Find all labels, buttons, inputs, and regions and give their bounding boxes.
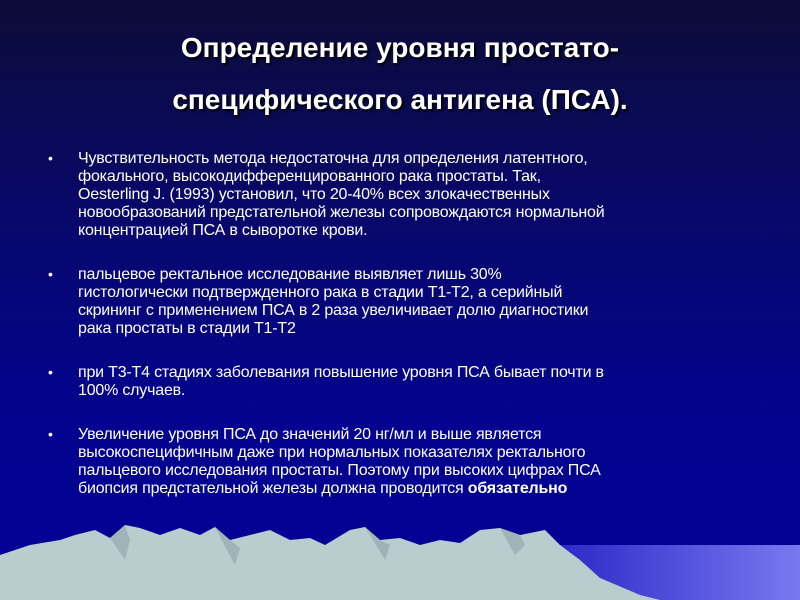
text-line: Увеличение уровня ПСА до значений 20 нг/мл и выше является bbox=[78, 426, 542, 443]
slide-title bbox=[0, 22, 800, 126]
text-span: биопсия предстательной железы должна проводится bbox=[78, 480, 468, 497]
mountains bbox=[0, 525, 660, 600]
text-line: скрининг с применением ПСА в 2 раза увеличивает долю диагностики bbox=[78, 302, 589, 319]
text-line: при Т3-Т4 стадиях заболевания повышение уровня ПСА бывает почти в bbox=[78, 364, 604, 381]
text-line: Oesterling J. (1993) установил, что 20-40% всех злокачественных bbox=[78, 186, 550, 203]
bullet-icon: • bbox=[48, 364, 53, 380]
bold-emphasis: обязательно bbox=[467, 480, 568, 497]
text-line: гистологически подтвержденного рака в стадии Т1-Т2, а серийный bbox=[78, 284, 563, 301]
bullet-item bbox=[48, 426, 768, 498]
bullet-list bbox=[48, 150, 768, 524]
text-line: пальцевое ректальное исследование выявляет лишь 30% bbox=[78, 266, 502, 283]
title-line-1: Определение уровня простато- bbox=[180, 32, 620, 63]
bullet-icon: • bbox=[48, 426, 53, 442]
bullet-item bbox=[48, 364, 768, 400]
text-line: 100% случаев. bbox=[78, 382, 186, 399]
text-line: пальцевого исследования простаты. Поэтому при высоких цифрах ПСА bbox=[78, 462, 601, 479]
bullet-item bbox=[48, 150, 768, 240]
bullet-item bbox=[48, 266, 768, 338]
text-line bbox=[78, 480, 768, 498]
text-line: Чувствительность метода недостаточна для определения латентного, bbox=[78, 150, 588, 167]
bullet-icon: • bbox=[48, 150, 53, 166]
text-line: рака простаты в стадии Т1-Т2 bbox=[78, 320, 296, 337]
text-line: высокоспецифичным даже при нормальных показателях ректального bbox=[78, 444, 586, 461]
bullet-icon: • bbox=[48, 266, 53, 282]
text-line: новообразований предстательной железы сопровождаются нормальной bbox=[78, 204, 605, 221]
text-line: концентрацией ПСА в сыворотке крови. bbox=[78, 222, 368, 239]
text-line: фокального, высокодифференцированного рака простаты. Так, bbox=[78, 168, 541, 185]
title-line-2: специфического антигена (ПСА). bbox=[172, 84, 628, 115]
